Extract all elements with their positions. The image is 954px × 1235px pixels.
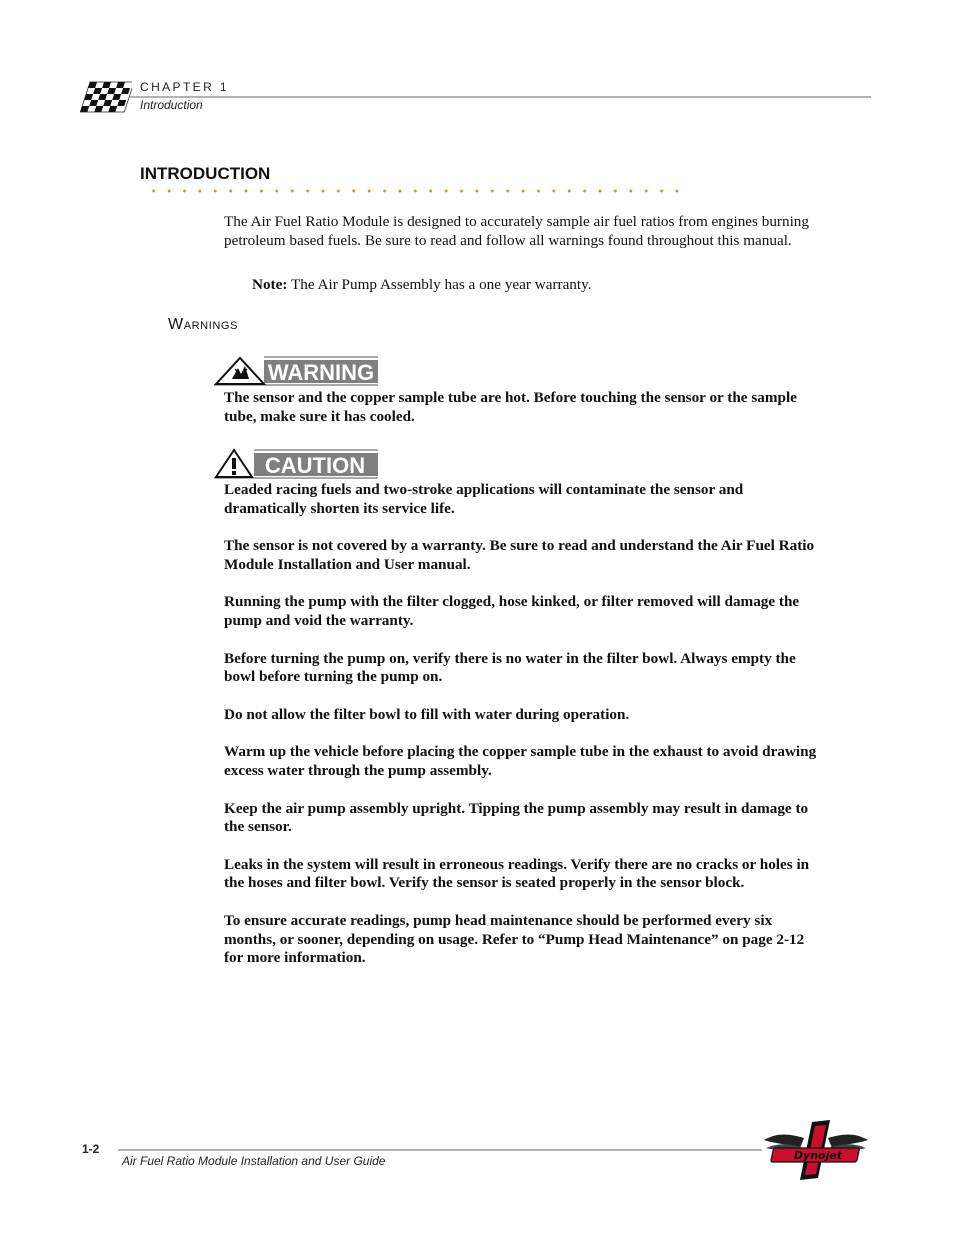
dotted-rule [146,186,686,196]
footer-title: Air Fuel Ratio Module Installation and User Guide [122,1154,386,1168]
hot-hazard-icon [216,358,264,384]
caution-item: Do not allow the filter bowl to fill with water during operation. [224,705,630,723]
caution-item: To ensure accurate readings, pump head maintenance should be performed every six months, or sooner, depending on usage. Refer to “Pump Head Maintenance” on page 2-12 for more information. [224,911,805,967]
footer-rule [118,1149,762,1151]
caution-item: Warm up the vehicle before placing the copper sample tube in the exhaust to avoid drawing excess water through the pump assembly. [224,743,817,779]
page-number: 1-2 [82,1142,100,1156]
section-heading: INTRODUCTION [140,164,271,183]
caution-badge [214,448,380,480]
warning-badge-label: WARNING [267,360,375,385]
caution-item: Keep the air pump assembly upright. Tipping the pump assembly may result in damage to the sensor. [224,799,809,836]
header-rule [130,96,871,98]
caution-item: The sensor is not covered by a warranty. Be sure to read and understand the Air Fuel Ratio Module Installation and User manual. [224,537,815,573]
note-label: Note: [252,276,288,293]
warning-badge [214,355,380,387]
caution-item: Leaded racing fuels and two-stroke applications will contaminate the sensor and dramatically shorten its service life. [224,481,744,517]
chapter-title: Introduction [140,98,203,112]
exclamation-triangle-icon [216,450,252,477]
caution-badge-label: CAUTION [264,453,366,478]
warning-text: The sensor and the copper sample tube are hot. Before touching the sensor or the sample tube, make sure it has cooled. [224,389,797,425]
svg-text:Dynojet: Dynojet [793,1149,843,1162]
chapter-label: CHAPTER 1 [140,80,229,94]
dynojet-logo-icon [760,1118,872,1184]
caution-item: Running the pump with the filter clogged, hose kinked, or filter removed will damage the pump and void the warranty. [224,593,800,629]
caution-list [224,481,824,987]
warnings-heading: Warnings [168,316,239,333]
caution-item: Leaks in the system will result in erroneous readings. Verify there are no cracks or holes in the hoses and filter bowl. Verify the sensor is seated properly in the sensor block. [224,855,810,892]
checkered-flag-icon [80,76,132,120]
intro-paragraph: The Air Fuel Ratio Module is designed to accurately sample air fuel ratios from engines burning petroleum based fuels. Be sure to read and follow all warnings found throughout this manual. [224,213,809,249]
caution-item: Before turning the pump on, verify there is no water in the filter bowl. Always empty the bowl before turning the pump on. [224,649,796,686]
note-text: The Air Pump Assembly has a one year warranty. [287,276,592,293]
note [252,276,812,295]
